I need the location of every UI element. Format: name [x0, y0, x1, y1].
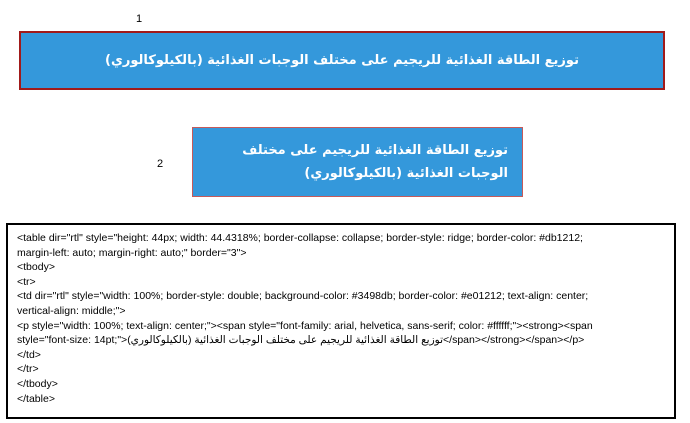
code-line: </tbody> [17, 377, 58, 390]
banner-title: توزيع الطاقة الغذائية للريجيم على مختلف الوجبات الغذائية (بالكيلوكالوري) [105, 53, 579, 68]
banner-title-wrapped: توزيع الطاقة الغذائية للريجيم على مختلف الوجبات الغذائية (بالكيلوكالوري) [242, 143, 508, 181]
rtl-banner-table-example-1 [19, 31, 665, 90]
code-line: </td> [17, 348, 41, 361]
code-line: vertical-align: middle;"> [17, 304, 126, 317]
html-code-snippet [6, 223, 676, 419]
code-line: margin-left: auto; margin-right: auto;" border="3"> [17, 246, 247, 259]
label-number-1: 1 [136, 13, 143, 25]
code-line: <td dir="rtl" style="width: 100%; border-style: double; background-color: #3498db; border-color: #e01212; text-align: center; [17, 290, 589, 303]
code-line: <p style="width: 100%; text-align: center;"><span style="font-family: arial, helvetica, sans-serif; color: #ffffff;"><strong><span [17, 319, 593, 332]
code-line: </table> [17, 392, 55, 405]
code-line: <tr> [17, 275, 36, 288]
code-line: <tbody> [17, 261, 55, 274]
rtl-banner-table-example-2 [192, 127, 523, 197]
code-line: style="font-size: 14pt;">توزيع الطاقة الغذائية للريجيم على مختلف الوجبات الغذائية (بالكيلوكالوري)</span></strong></span></p> [17, 334, 585, 347]
label-number-2: 2 [157, 158, 164, 170]
code-line: </tr> [17, 363, 39, 376]
code-line: <table dir="rtl" style="height: 44px; width: 44.4318%; border-collapse: collapse; border-style: ridge; border-color: #db1212; [17, 232, 583, 244]
